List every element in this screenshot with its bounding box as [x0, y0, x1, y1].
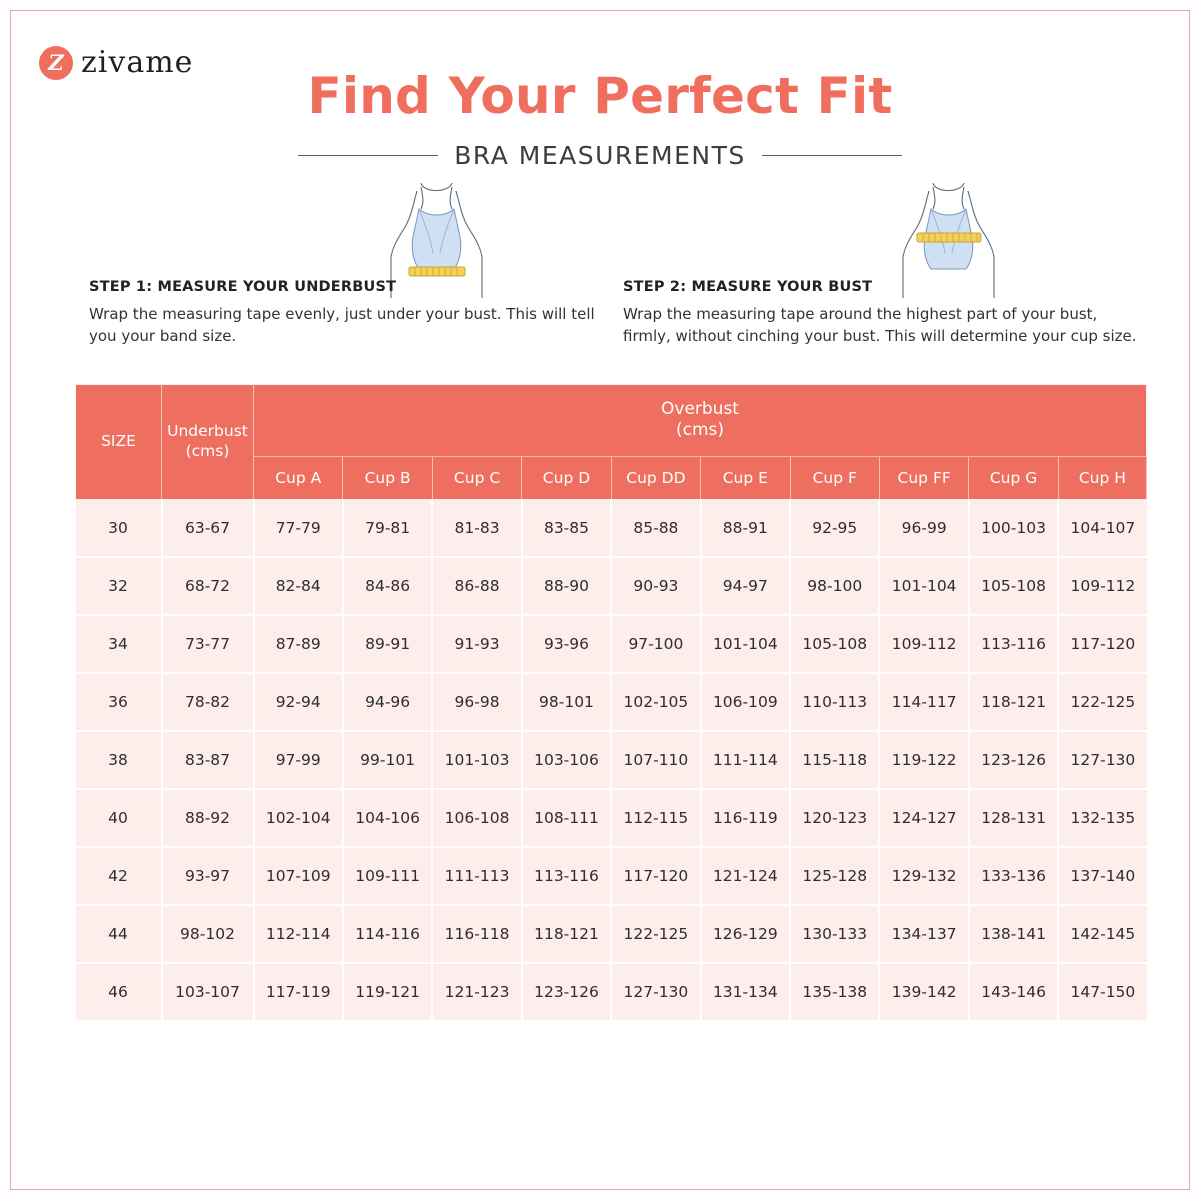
cell-cup-f: 115-118	[790, 731, 879, 789]
cell-cup-dd: 112-115	[611, 789, 700, 847]
cell-cup-b: 84-86	[343, 557, 432, 615]
cell-underbust: 73-77	[162, 615, 254, 673]
cell-cup-g: 118-121	[969, 673, 1058, 731]
cell-cup-b: 104-106	[343, 789, 432, 847]
cell-cup-c: 116-118	[432, 905, 521, 963]
size-chart-table	[75, 384, 1147, 1020]
page-frame	[10, 10, 1190, 1190]
cell-cup-b: 119-121	[343, 963, 432, 1020]
cell-size: 42	[76, 847, 162, 905]
cell-underbust: 83-87	[162, 731, 254, 789]
cell-cup-h: 142-145	[1058, 905, 1146, 963]
page-title: Find Your Perfect Fit	[307, 67, 893, 125]
cell-cup-dd: 90-93	[611, 557, 700, 615]
cell-cup-g: 133-136	[969, 847, 1058, 905]
cell-cup-g: 123-126	[969, 731, 1058, 789]
underbust-label-line1: Underbust	[167, 422, 248, 441]
cell-cup-d: 98-101	[522, 673, 611, 731]
cell-cup-h: 147-150	[1058, 963, 1146, 1020]
cell-cup-d: 113-116	[522, 847, 611, 905]
cell-cup-h: 109-112	[1058, 557, 1146, 615]
cell-cup-ff: 109-112	[879, 615, 968, 673]
cell-underbust: 103-107	[162, 963, 254, 1020]
table-head-row-1	[76, 385, 1147, 457]
cell-cup-a: 97-99	[254, 731, 343, 789]
col-header-cup-f: Cup F	[790, 456, 879, 499]
step-1-text: Wrap the measuring tape evenly, just under your bust. This will tell you your band size.	[89, 305, 595, 345]
cell-cup-ff: 119-122	[879, 731, 968, 789]
table-body	[76, 499, 1147, 1020]
cell-cup-a: 82-84	[254, 557, 343, 615]
cell-cup-a: 107-109	[254, 847, 343, 905]
cell-cup-g: 138-141	[969, 905, 1058, 963]
col-header-cup-a: Cup A	[254, 456, 343, 499]
overbust-label-line2: (cms)	[675, 420, 725, 441]
cell-cup-f: 120-123	[790, 789, 879, 847]
cell-cup-ff: 96-99	[879, 499, 968, 557]
cell-size: 40	[76, 789, 162, 847]
col-header-cup-b: Cup B	[343, 456, 432, 499]
cell-cup-a: 77-79	[254, 499, 343, 557]
cell-cup-d: 83-85	[522, 499, 611, 557]
cell-cup-c: 96-98	[432, 673, 521, 731]
cell-cup-h: 127-130	[1058, 731, 1146, 789]
cell-cup-d: 108-111	[522, 789, 611, 847]
cell-cup-h: 137-140	[1058, 847, 1146, 905]
cell-cup-h: 117-120	[1058, 615, 1146, 673]
col-header-cup-c: Cup C	[432, 456, 521, 499]
cell-size: 38	[76, 731, 162, 789]
divider-right	[762, 155, 902, 156]
cell-cup-d: 118-121	[522, 905, 611, 963]
cell-underbust: 88-92	[162, 789, 254, 847]
cell-cup-f: 125-128	[790, 847, 879, 905]
cell-cup-e: 88-91	[701, 499, 790, 557]
step-1-title: STEP 1: MEASURE YOUR UNDERBUST	[89, 279, 397, 295]
cell-cup-f: 92-95	[790, 499, 879, 557]
cell-cup-ff: 134-137	[879, 905, 968, 963]
table-row	[76, 963, 1147, 1020]
col-header-underbust	[162, 385, 254, 500]
col-header-cup-g: Cup G	[969, 456, 1058, 499]
table-head	[76, 385, 1147, 500]
cell-cup-b: 79-81	[343, 499, 432, 557]
cell-cup-e: 101-104	[701, 615, 790, 673]
cell-cup-c: 91-93	[432, 615, 521, 673]
zivame-logo-icon: Z	[39, 46, 73, 80]
cell-cup-dd: 117-120	[611, 847, 700, 905]
cell-cup-c: 121-123	[432, 963, 521, 1020]
cell-cup-ff: 139-142	[879, 963, 968, 1020]
cell-cup-f: 105-108	[790, 615, 879, 673]
cell-cup-e: 111-114	[701, 731, 790, 789]
cell-cup-c: 106-108	[432, 789, 521, 847]
cell-cup-dd: 97-100	[611, 615, 700, 673]
cell-cup-e: 126-129	[701, 905, 790, 963]
divider-left	[298, 155, 438, 156]
col-header-overbust-group	[254, 385, 1147, 457]
step-1	[89, 279, 609, 348]
cell-cup-c: 81-83	[432, 499, 521, 557]
cell-cup-e: 131-134	[701, 963, 790, 1020]
table-row	[76, 557, 1147, 615]
cell-size: 44	[76, 905, 162, 963]
col-header-cup-dd: Cup DD	[611, 456, 700, 499]
cell-underbust: 93-97	[162, 847, 254, 905]
cell-cup-a: 112-114	[254, 905, 343, 963]
cell-size: 36	[76, 673, 162, 731]
table-row	[76, 615, 1147, 673]
cell-cup-a: 87-89	[254, 615, 343, 673]
page-subtitle: BRA MEASUREMENTS	[454, 141, 746, 170]
cell-cup-d: 93-96	[522, 615, 611, 673]
col-header-cup-h: Cup H	[1058, 456, 1146, 499]
cell-cup-f: 98-100	[790, 557, 879, 615]
cell-cup-g: 143-146	[969, 963, 1058, 1020]
cell-cup-d: 123-126	[522, 963, 611, 1020]
cell-cup-dd: 107-110	[611, 731, 700, 789]
cell-cup-a: 117-119	[254, 963, 343, 1020]
cell-cup-h: 122-125	[1058, 673, 1146, 731]
cell-cup-e: 116-119	[701, 789, 790, 847]
cell-cup-e: 121-124	[701, 847, 790, 905]
cell-cup-dd: 127-130	[611, 963, 700, 1020]
table-row	[76, 731, 1147, 789]
cell-size: 46	[76, 963, 162, 1020]
cell-size: 30	[76, 499, 162, 557]
cell-cup-d: 88-90	[522, 557, 611, 615]
cell-cup-b: 99-101	[343, 731, 432, 789]
cell-cup-dd: 85-88	[611, 499, 700, 557]
col-header-cup-ff: Cup FF	[879, 456, 968, 499]
cell-cup-b: 89-91	[343, 615, 432, 673]
col-header-size: SIZE	[76, 385, 162, 500]
table-row	[76, 847, 1147, 905]
cell-cup-b: 94-96	[343, 673, 432, 731]
cell-cup-e: 106-109	[701, 673, 790, 731]
cell-cup-g: 105-108	[969, 557, 1058, 615]
cell-cup-g: 100-103	[969, 499, 1058, 557]
cell-cup-h: 132-135	[1058, 789, 1146, 847]
col-header-cup-e: Cup E	[701, 456, 790, 499]
cell-cup-g: 113-116	[969, 615, 1058, 673]
cell-cup-a: 102-104	[254, 789, 343, 847]
cell-underbust: 98-102	[162, 905, 254, 963]
cell-cup-a: 92-94	[254, 673, 343, 731]
cell-cup-dd: 122-125	[611, 905, 700, 963]
cell-size: 34	[76, 615, 162, 673]
table-row	[76, 673, 1147, 731]
subtitle-row	[11, 141, 1189, 170]
underbust-label-line2: (cms)	[185, 441, 230, 460]
cell-cup-d: 103-106	[522, 731, 611, 789]
brand-name: zivame	[81, 45, 194, 80]
cell-cup-f: 135-138	[790, 963, 879, 1020]
cell-cup-g: 128-131	[969, 789, 1058, 847]
col-header-cup-d: Cup D	[522, 456, 611, 499]
cell-cup-ff: 101-104	[879, 557, 968, 615]
cell-cup-ff: 129-132	[879, 847, 968, 905]
overbust-label-line1: Overbust	[661, 399, 739, 419]
cell-size: 32	[76, 557, 162, 615]
cell-cup-b: 109-111	[343, 847, 432, 905]
step-2-text: Wrap the measuring tape around the highest part of your bust, firmly, without cinching your bust. This will determine your cup size.	[623, 305, 1137, 345]
cell-cup-e: 94-97	[701, 557, 790, 615]
cell-cup-dd: 102-105	[611, 673, 700, 731]
cell-cup-f: 130-133	[790, 905, 879, 963]
cell-cup-ff: 124-127	[879, 789, 968, 847]
table-row	[76, 789, 1147, 847]
cell-cup-h: 104-107	[1058, 499, 1146, 557]
table-row	[76, 905, 1147, 963]
table-row	[76, 499, 1147, 557]
cell-cup-c: 86-88	[432, 557, 521, 615]
step-2	[623, 279, 1143, 348]
cell-cup-c: 101-103	[432, 731, 521, 789]
cell-cup-ff: 114-117	[879, 673, 968, 731]
cell-cup-f: 110-113	[790, 673, 879, 731]
cell-cup-c: 111-113	[432, 847, 521, 905]
cell-underbust: 78-82	[162, 673, 254, 731]
step-2-title: STEP 2: MEASURE YOUR BUST	[623, 279, 873, 295]
cell-underbust: 68-72	[162, 557, 254, 615]
cell-underbust: 63-67	[162, 499, 254, 557]
cell-cup-b: 114-116	[343, 905, 432, 963]
